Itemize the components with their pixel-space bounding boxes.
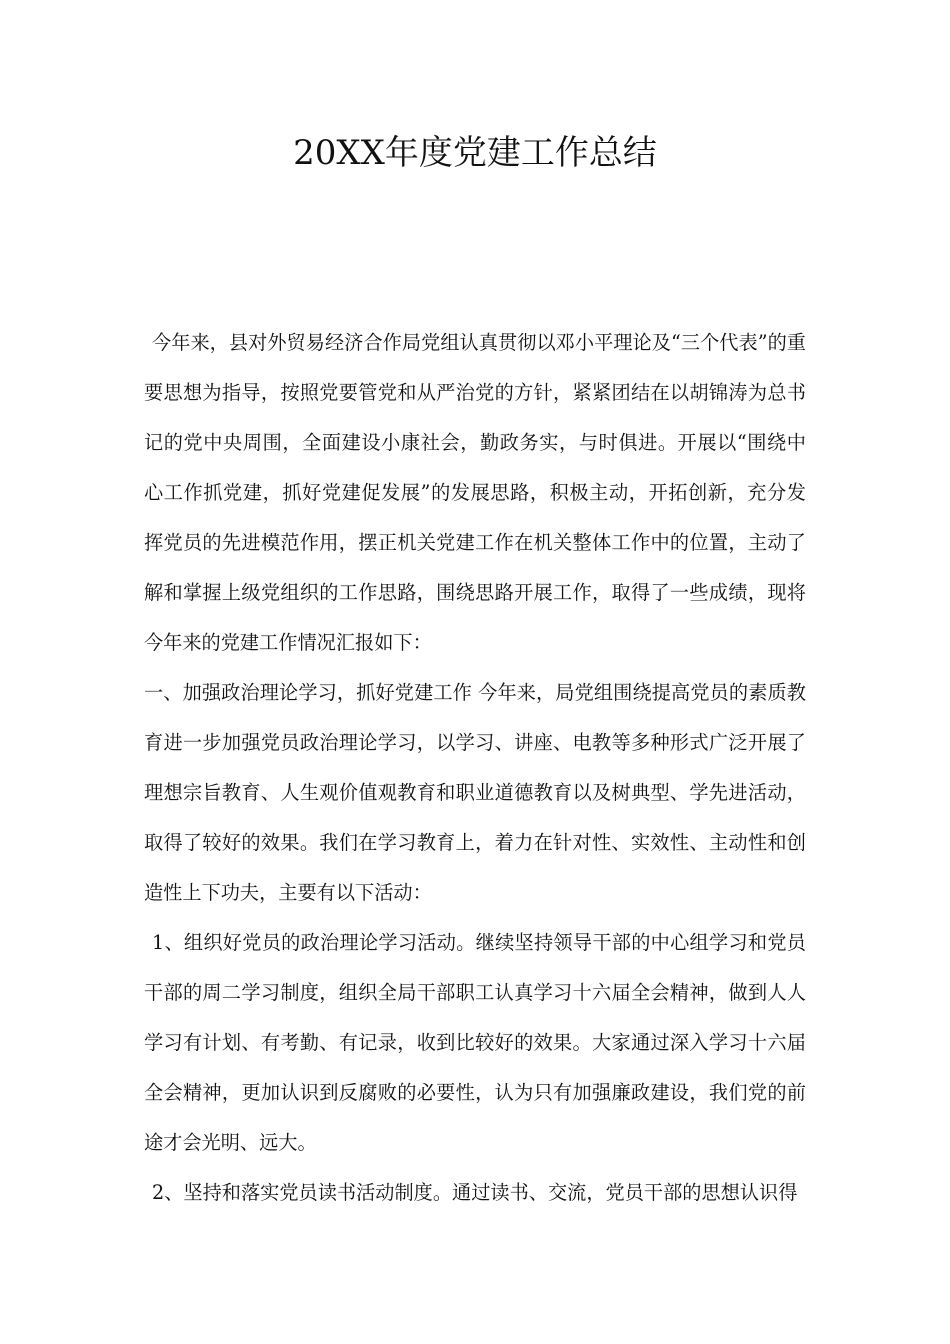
paragraph-section-1: 一、加强政治理论学习，抓好党建工作 今年来，局党组围绕提高党员的素质教育进一步加强党员政治理论学习，以学习、讲座、电教等多种形式广泛开展了理想宗旨教育、人生观价值观教育和职业道德教育以及树典型、学先进活动，取得了较好的效果。我们在学习教育上，着力在针对性、实效性、主动性和创造性上下功夫，主要有以下活动： — [144, 681, 806, 904]
paragraph-item-2: 2、坚持和落实党员读书活动制度。通过读书、交流，党员干部的思想认识得 — [152, 1181, 798, 1204]
document-title: 20XX年度党建工作总结 — [293, 133, 657, 173]
paragraph-item-1: 1、组织好党员的政治理论学习活动。继续坚持领导干部的中心组学习和党员干部的周二学习制度，组织全局干部职工认真学习十六届全会精神，做到人人学习有计划、有考勤、有记录，收到比较好的效果。大家通过深入学习十六届全会精神，更加认识到反腐败的必要性，认为只有加强廉政建设，我们党的前途才会光明、远大。 — [144, 931, 806, 1154]
document-body — [144, 318, 806, 1218]
paragraph-intro: 今年来，县对外贸易经济合作局党组认真贯彻以邓小平理论及“三个代表”的重要思想为指导，按照党要管党和从严治党的方针，紧紧团结在以胡锦涛为总书记的党中央周围，全面建设小康社会，勤政务实，与时俱进。开展以“围绕中心工作抓党建，抓好党建促发展”的发展思路，积极主动，开拓创新，充分发挥党员的先进模范作用，摆正机关党建工作在机关整体工作中的位置，主动了解和掌握上级党组织的工作思路，围绕思路开展工作，取得了一些成绩，现将今年来的党建工作情况汇报如下： — [144, 331, 806, 654]
